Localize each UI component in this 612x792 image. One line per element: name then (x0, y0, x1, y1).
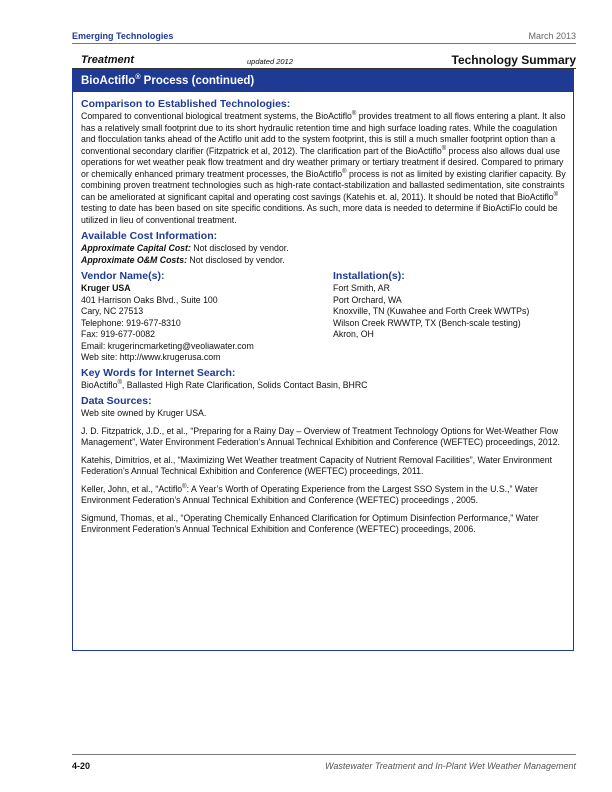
comparison-heading: Comparison to Established Technologies: (81, 98, 291, 110)
installations-heading: Installation(s): (333, 270, 405, 282)
banner-suffix: Process (continued) (140, 75, 255, 87)
vendor-name: Kruger USA (81, 283, 131, 293)
vendor-column (81, 270, 333, 364)
keywords-text: BioActiflo®, Ballasted High Rate Clarification, Solids Contact Basin, BHRC (81, 379, 368, 390)
source-item: Katehis, Dimitrios, et al., “Maximizing Wet Weather treatment Capacity of Nutrient Removal Facilities”, Water Environment Federation’s Annual Technical Exhibition and Conference (WEFTEC) proceedings, 2011. (81, 454, 553, 476)
installations-column (333, 270, 567, 364)
footer-title: Wastewater Treatment and In-Plant Wet Weather Management (325, 761, 576, 771)
summary-box (72, 69, 574, 651)
installation-item: Knoxville, TN (Kuwahee and Forth Creek WWTPs) (333, 306, 530, 316)
updated-label: updated 2012 (247, 57, 293, 66)
keywords-heading: Key Words for Internet Search: (81, 366, 236, 379)
vendor-website[interactable]: Web site: http://www.krugerusa.com (81, 352, 221, 362)
source-item: J. D. Fitzpatrick, J.D., et al., “Preparing for a Rainy Day – Overview of Treatment Technology Options for Wet-Weather Flow Management”, Water Environment Federation’s Annual Technical Exhibition and Conference (WEFTEC) proceedings, 2012. (81, 425, 560, 447)
source-item: Keller, John, et al., “Actiflo®: A Year’s Worth of Operating Experience from the Largest SSO System in the U.S.,” Water Environment Federation’s Annual Technical Exhibition and Conference (WEFTEC) proceedings , 2005. (81, 483, 538, 505)
vendor-email[interactable]: Email: krugerincmarketing@veoliawater.com (81, 340, 254, 351)
vendor-fax: Fax: 919-677-0082 (81, 329, 155, 339)
installation-item: Fort Smith, AR (333, 283, 390, 293)
vendor-city: Cary, NC 27513 (81, 306, 144, 316)
comparison-paragraph: Compared to conventional biological treatment systems, the BioActiflo® provides treatment to all flows entering a plant. It also has a relatively small footprint due to its short hydraulic retention time and high surface loading rates. While the coagulation and flocculation tanks ahead of the Actiflo unit add to the system footprint, this is still a much smaller footprint option than a conventional secondary clarifier (Fitzpatrick et al, 2012). The clarification part of the BioActiflo® process also allows dual use operations for wet weather peak flow treatment and dry weather primary or tertiary treatment if desired. Compared to primary or chemically enhanced primary treatment processes, the BioActiflo® process is not as limited by existing clarifier capacity. By combining proven treatment technologies such as high-rate contact-stabilization and ballasted sedimentation, site constraints can be ameliorated at significant capital and operating cost savings (Katehis et. al, 2011). It should be noted that BioActiflo® testing to date has been based on site specific conditions. As such, more data is needed to determine if BioActiFlo could be utilized in lieu of conventional treatment. (81, 111, 566, 225)
subheader (72, 52, 576, 68)
registered-mark: ® (135, 74, 141, 82)
page-number: 4-20 (72, 761, 91, 771)
process-banner (73, 70, 573, 92)
summary-label: Technology Summary (451, 53, 576, 67)
footer-divider (72, 754, 576, 755)
header-divider (72, 43, 576, 44)
vendor-install-columns (81, 270, 567, 364)
section-title: Emerging Technologies (72, 31, 174, 41)
header-date: March 2013 (528, 31, 576, 41)
installation-item: Akron, OH (333, 329, 374, 339)
source-item: Sigmund, Thomas, et al., “Operating Chemically Enhanced Clarification for Optimum Disinfection Performance,” Water Environment Federation’s Annual Technical Exhibition and Conference (WEFTEC) proceedings, 2006. (81, 512, 539, 534)
sources-heading: Data Sources: (81, 395, 152, 407)
summary-content (81, 98, 567, 536)
vendor-address: 401 Harrison Oaks Blvd., Suite 100 (81, 294, 218, 305)
installation-item: Wilson Creek RWWTP, TX (Bench-scale testing) (333, 317, 521, 328)
installation-item: Port Orchard, WA (333, 294, 402, 305)
running-header (72, 31, 576, 43)
vendor-heading: Vendor Name(s): (81, 270, 165, 282)
category-label: Treatment (81, 54, 134, 66)
capital-cost: Approximate Capital Cost: Not disclosed by vendor. (81, 243, 289, 253)
source-item: Web site owned by Kruger USA. (81, 408, 207, 418)
banner-name: BioActiflo (81, 75, 136, 87)
vendor-phone: Telephone: 919-677-8310 (81, 317, 181, 328)
om-cost: Approximate O&M Costs: Not disclosed by vendor. (81, 254, 285, 265)
cost-heading: Available Cost Information: (81, 230, 218, 242)
